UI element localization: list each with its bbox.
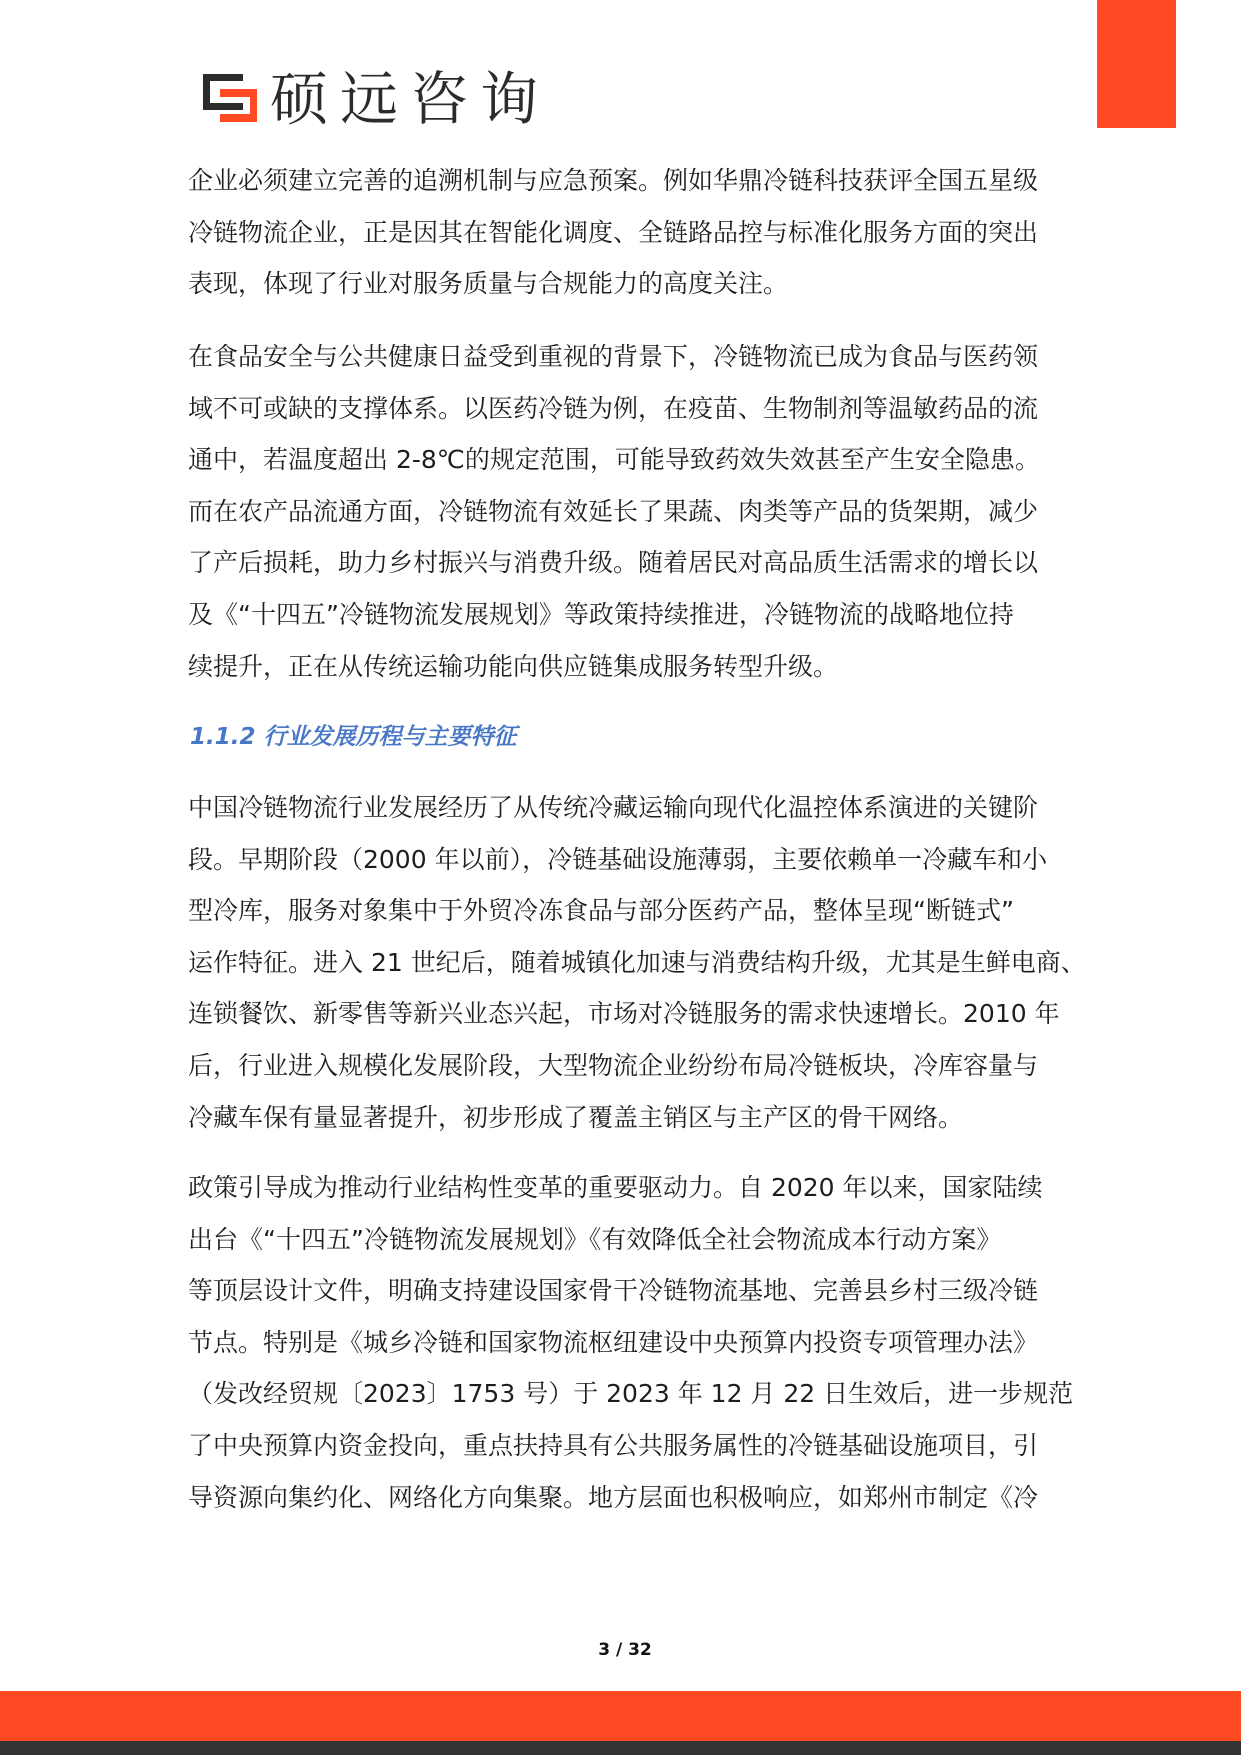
text-line: 企业必须建立完善的追溯机制与应急预案。例如华鼎冷链科技获评全国五星级: [188, 166, 1039, 195]
text-line: 冷链物流企业，正是因其在智能化调度、全链路品控与标准化服务方面的突出: [188, 217, 1039, 247]
text-line: 在食品安全与公共健康日益受到重视的背景下，冷链物流已成为食品与医药领: [188, 342, 1039, 371]
text-line: 了中央预算内资金投向，重点扶持具有公共服务属性的冷链基础设施项目，引: [188, 1430, 1039, 1460]
shuoyuan-s-logo-icon: [203, 74, 257, 122]
text-line: 型冷库，服务对象集中于外贸冷冻食品与部分医药产品，整体呈现“断链式”: [188, 896, 1014, 926]
paragraph: [188, 331, 1040, 692]
section-heading: 1.1.2 行业发展历程与主要特征: [190, 724, 517, 750]
text-line: 通中，若温度超出 2-8℃的规定范围，可能导致药效失效甚至产生安全隐患。: [188, 445, 1040, 475]
text-line: 表现，体现了行业对服务质量与合规能力的高度关注。: [188, 269, 789, 299]
text-line: 续提升，正在从传统运输功能向供应链集成服务转型升级。: [188, 651, 839, 681]
logo-text: 硕远咨询: [270, 65, 551, 133]
text-line: 节点。特别是《城乡冷链和国家物流枢纽建设中央预算内投资专项管理办法》: [188, 1327, 1039, 1357]
text-line: 后，行业进入规模化发展阶段，大型物流企业纷纷布局冷链板块，冷库容量与: [188, 1050, 1039, 1080]
text-line: （发改经贸规〔2023〕1753 号）于 2023 年 12 月 22 日生效后，进一步规范: [188, 1379, 1074, 1409]
text-line: 段。早期阶段（2000 年以前），冷链基础设施薄弱，主要依赖单一冷藏车和小: [188, 844, 1048, 874]
text-line: 冷藏车保有量显著提升，初步形成了覆盖主销区与主产区的骨干网络。: [188, 1102, 964, 1132]
page-number: 3 / 32: [598, 1640, 652, 1660]
text-line: 了产后损耗，助力乡村振兴与消费升级。随着居民对高品质生活需求的增长以: [188, 548, 1039, 578]
text-line: 等顶层设计文件，明确支持建设国家骨干冷链物流基地、完善县乡村三级冷链: [188, 1276, 1039, 1306]
footer-dark-strip: [0, 1741, 1241, 1755]
text-line: 导资源向集约化、网络化方向集聚。地方层面也积极响应，如郑州市制定《冷: [188, 1482, 1039, 1512]
corner-accent-block: [1097, 0, 1176, 128]
footer-accent-bar: [0, 1691, 1241, 1741]
text-line: 连锁餐饮、新零售等新兴业态兴起，市场对冷链服务的需求快速增长。2010 年: [188, 999, 1060, 1029]
text-line: 中国冷链物流行业发展经历了从传统冷藏运输向现代化温控体系演进的关键阶: [188, 793, 1039, 822]
text-line: 出台《“十四五”冷链物流发展规划》《有效降低全社会物流成本行动方案》: [188, 1224, 1002, 1254]
text-line: 域不可或缺的支撑体系。以医药冷链为例，在疫苗、生物制剂等温敏药品的流: [188, 393, 1039, 423]
paragraph: [188, 155, 1038, 310]
paragraph: [188, 782, 1086, 1143]
text-line: 运作特征。进入 21 世纪后，随着城镇化加速与消费结构升级，尤其是生鲜电商、: [188, 947, 1086, 977]
text-line: 及《“十四五”冷链物流发展规划》等政策持续推进，冷链物流的战略地位持: [188, 599, 1014, 629]
paragraph: [188, 1162, 1073, 1523]
text-line: 而在农产品流通方面，冷链物流有效延长了果蔬、肉类等产品的货架期，减少: [188, 496, 1039, 526]
text-line: 政策引导成为推动行业结构性变革的重要驱动力。自 2020 年以来，国家陆续: [188, 1173, 1043, 1202]
